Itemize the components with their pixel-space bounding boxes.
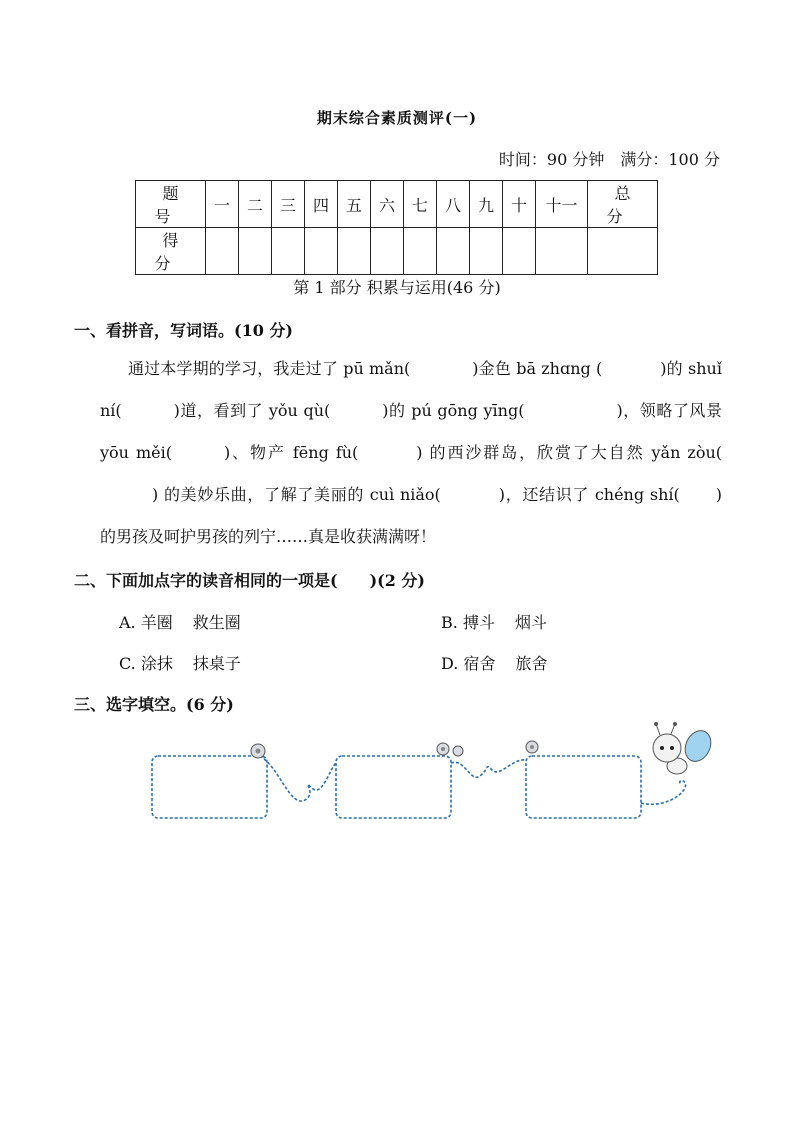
time-and-score-info: 时间：90 分钟 满分：100 分 xyxy=(498,150,720,169)
score-cell[interactable] xyxy=(371,228,404,275)
score-table-row2-label: 得分 xyxy=(136,228,206,275)
option-b-word-2: 烟斗 xyxy=(514,613,547,632)
q1-seg-0: 通过本学期的学习，我走过了 pū mǎn( xyxy=(128,359,411,378)
dashed-connector-1 xyxy=(260,756,336,801)
q1-seg-1: )金色 bā zhɑng ( xyxy=(472,359,603,378)
option-c-word-2: 抹桌子 xyxy=(192,654,241,673)
score-table-row1-label: 题号 xyxy=(136,181,206,228)
score-cell[interactable] xyxy=(338,228,371,275)
question-1-passage xyxy=(100,348,722,558)
score-cell[interactable] xyxy=(305,228,338,275)
score-cell[interactable] xyxy=(536,228,588,275)
q1-seg-9: )，还结识了 chéng shí( xyxy=(498,485,680,504)
score-table-col-6: 六 xyxy=(371,181,404,228)
score-table-col-1: 一 xyxy=(206,181,239,228)
score-table-col-4: 四 xyxy=(305,181,338,228)
score-cell[interactable] xyxy=(470,228,503,275)
option-a[interactable] xyxy=(119,610,241,633)
question-2-title-text: 二、下面加点字的读音相同的一项是( )(2 分) xyxy=(74,571,425,590)
fill-in-boxes-decoration xyxy=(140,718,720,828)
q1-seg-8: ) 的美妙乐曲，了解了美丽的 cuì niǎo( xyxy=(152,485,441,504)
score-table-col-9: 九 xyxy=(470,181,503,228)
flower-icon xyxy=(437,743,463,756)
question-1-title-text: 一、看拼音，写词语。(10 分) xyxy=(74,321,293,340)
score-table-col-10: 十 xyxy=(503,181,536,228)
score-table-col-11: 十一 xyxy=(536,181,588,228)
score-table-total-label: 总分 xyxy=(588,181,658,228)
score-table-col-5: 五 xyxy=(338,181,371,228)
option-b-letter: B. xyxy=(441,613,458,632)
flower-icon xyxy=(526,741,538,753)
score-table-col-8: 八 xyxy=(437,181,470,228)
question-1-text xyxy=(100,348,722,558)
option-a-letter: A. xyxy=(119,613,136,632)
score-table-col-7: 七 xyxy=(404,181,437,228)
score-cell[interactable] xyxy=(503,228,536,275)
score-cell[interactable] xyxy=(404,228,437,275)
option-d[interactable] xyxy=(441,651,547,674)
part-title: 第 1 部分 积累与运用(46 分) xyxy=(293,278,501,297)
option-d-letter: D. xyxy=(441,654,459,673)
answer-box-1[interactable] xyxy=(152,756,267,818)
score-table-header-row xyxy=(136,181,658,228)
q1-seg-4: )的 pú gōng yīng( xyxy=(382,401,525,420)
answer-box-2[interactable] xyxy=(336,756,451,818)
option-d-word-2: 旅舍 xyxy=(515,654,548,673)
score-table-score-row xyxy=(136,228,658,275)
score-cell[interactable] xyxy=(206,228,239,275)
question-3-title xyxy=(74,692,234,715)
score-cell[interactable] xyxy=(239,228,272,275)
question-2-title xyxy=(74,568,425,591)
option-a-word-2: 救生圈 xyxy=(192,613,241,632)
score-table xyxy=(135,180,658,275)
score-cell[interactable] xyxy=(272,228,305,275)
option-a-word-1: 羊圈 xyxy=(140,613,173,632)
flower-icon xyxy=(251,744,265,758)
answer-box-3[interactable] xyxy=(526,756,641,818)
q1-seg-3: )道，看到了 yǒu qù( xyxy=(173,401,331,420)
option-c-letter: C. xyxy=(119,654,136,673)
question-3-title-text: 三、选字填空。(6 分) xyxy=(74,695,234,714)
score-cell[interactable] xyxy=(437,228,470,275)
bee-icon xyxy=(653,722,716,774)
q1-seg-6: )、物产 fēng fù( xyxy=(223,443,359,462)
exam-title: 期末综合素质测评(一) xyxy=(316,109,478,127)
score-table-col-2: 二 xyxy=(239,181,272,228)
option-c-word-1: 涂抹 xyxy=(140,654,173,673)
score-cell-total[interactable] xyxy=(588,228,658,275)
option-b[interactable] xyxy=(441,610,547,633)
option-d-word-1: 宿舍 xyxy=(463,654,496,673)
q1-seg-2: )的 shuǐ ní( xyxy=(100,359,722,420)
q1-seg-5: )，领略了风景 yōu měi( xyxy=(100,401,722,462)
q1-seg-7: ) 的西沙群岛，欣赏了大自然 yǎn zòu( xyxy=(416,443,723,462)
option-c[interactable] xyxy=(119,651,241,674)
question-1-title xyxy=(74,318,293,341)
dashed-connector-2 xyxy=(451,760,526,777)
option-b-word-1: 搏斗 xyxy=(462,613,495,632)
score-table-col-3: 三 xyxy=(272,181,305,228)
dashed-connector-3 xyxy=(641,781,686,805)
q1-seg-10: )的男孩及呵护男孩的列宁……真是收获满满呀！ xyxy=(100,485,722,546)
